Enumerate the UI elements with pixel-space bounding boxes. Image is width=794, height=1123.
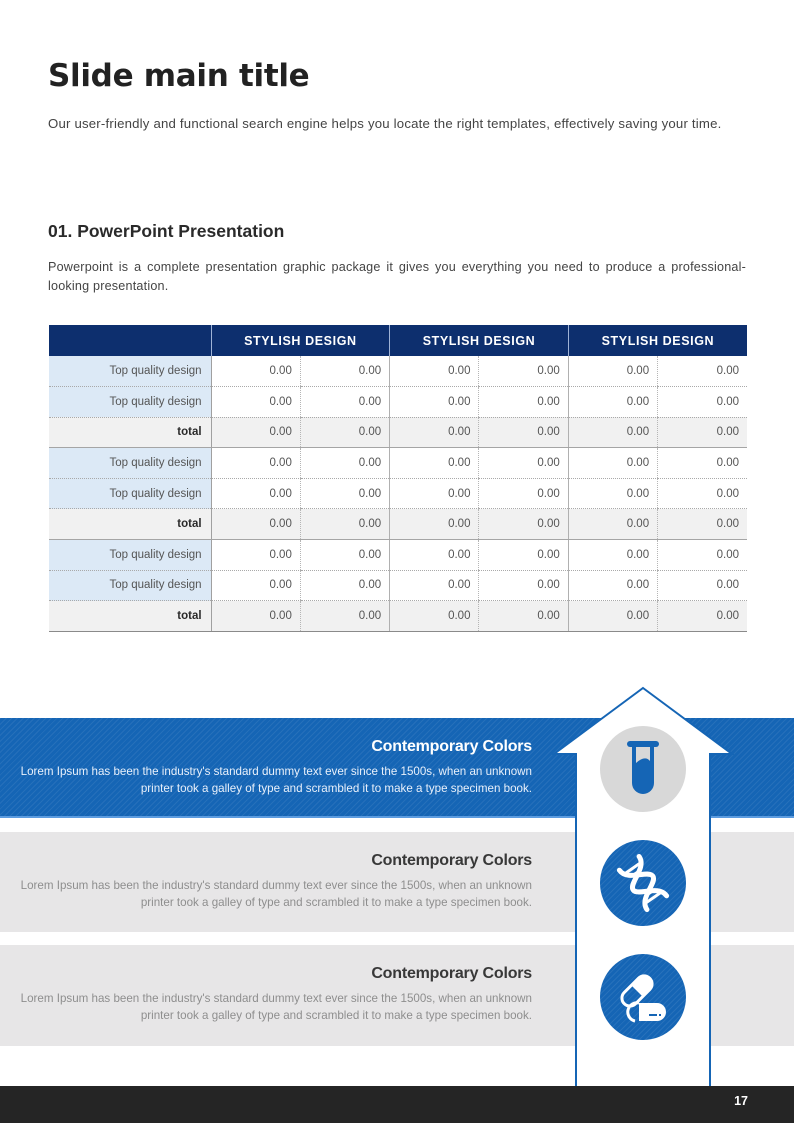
table-cell: 0.00 [390, 540, 479, 571]
table-cell: 0.00 [479, 356, 568, 387]
table-cell: 0.00 [300, 570, 389, 601]
table-total-row [49, 509, 747, 540]
page-title: Slide main title [48, 58, 310, 94]
table-cell: 0.00 [211, 387, 300, 418]
table-cell: 0.00 [211, 601, 300, 632]
row-label: Top quality design [49, 478, 211, 509]
table-header-group-3: STYLISH DESIGN [568, 325, 747, 356]
table-cell: 0.00 [479, 478, 568, 509]
page-subtitle: Our user-friendly and functional search engine helps you locate the right templates, effectively saving your time. [48, 116, 722, 131]
feature-description: Lorem Ipsum has been the industry's standard dummy text ever since the 1500s, when an unknown printer took a galley of type and scrambled it to make a type specimen book. [20, 765, 532, 795]
table-cell: 0.00 [658, 570, 747, 601]
table-row [49, 448, 747, 479]
table-cell: 0.00 [658, 540, 747, 571]
table-cell: 0.00 [658, 509, 747, 540]
row-label: Top quality design [49, 387, 211, 418]
feature-heading: Contemporary Colors [371, 852, 532, 869]
table-cell: 0.00 [211, 509, 300, 540]
table-cell: 0.00 [568, 448, 657, 479]
table-cell: 0.00 [390, 387, 479, 418]
table-cell: 0.00 [390, 601, 479, 632]
table-cell: 0.00 [568, 356, 657, 387]
table-cell: 0.00 [390, 356, 479, 387]
table-cell: 0.00 [390, 448, 479, 479]
row-label: Top quality design [49, 448, 211, 479]
table-cell: 0.00 [390, 509, 479, 540]
table-cell: 0.00 [568, 478, 657, 509]
table-cell: 0.00 [658, 417, 747, 448]
table-cell: 0.00 [658, 478, 747, 509]
table-cell: 0.00 [479, 387, 568, 418]
table-row [49, 356, 747, 387]
table-header-blank [49, 325, 211, 356]
footer-bar [0, 1086, 794, 1123]
table-cell: 0.00 [211, 356, 300, 387]
table-cell: 0.00 [300, 417, 389, 448]
feature-description: Lorem Ipsum has been the industry's standard dummy text ever since the 1500s, when an unknown printer took a galley of type and scrambled it to make a type specimen book. [20, 992, 532, 1022]
pill-capsule-icon [613, 967, 673, 1027]
table-row [49, 478, 747, 509]
table-cell: 0.00 [211, 448, 300, 479]
test-tube-icon [623, 739, 663, 799]
feature-text-2 [12, 852, 532, 911]
table-header-group-2: STYLISH DESIGN [390, 325, 569, 356]
table-cell: 0.00 [479, 509, 568, 540]
table-cell: 0.00 [479, 417, 568, 448]
table-row [49, 540, 747, 571]
data-table [49, 325, 747, 632]
table-cell: 0.00 [300, 356, 389, 387]
feature-description: Lorem Ipsum has been the industry's standard dummy text ever since the 1500s, when an unknown printer took a galley of type and scrambled it to make a type specimen book. [20, 879, 532, 909]
table-cell: 0.00 [568, 540, 657, 571]
table-cell: 0.00 [568, 570, 657, 601]
table-cell: 0.00 [568, 387, 657, 418]
table-header-group-1: STYLISH DESIGN [211, 325, 390, 356]
feature-text-3 [12, 965, 532, 1024]
row-label: total [49, 509, 211, 540]
table-cell: 0.00 [300, 509, 389, 540]
table-cell: 0.00 [211, 478, 300, 509]
table-cell: 0.00 [658, 601, 747, 632]
table-cell: 0.00 [211, 570, 300, 601]
row-label: total [49, 417, 211, 448]
row-label: total [49, 601, 211, 632]
table-cell: 0.00 [479, 540, 568, 571]
section-body: Powerpoint is a complete presentation graphic package it gives you everything you need to produce a professional-looking presentation. [48, 260, 746, 293]
table-row [49, 570, 747, 601]
table-cell: 0.00 [300, 448, 389, 479]
table-cell: 0.00 [568, 601, 657, 632]
table-total-row [49, 417, 747, 448]
table-cell: 0.00 [211, 540, 300, 571]
table-row [49, 387, 747, 418]
table-cell: 0.00 [658, 387, 747, 418]
feature-heading: Contemporary Colors [371, 738, 532, 755]
table-cell: 0.00 [479, 448, 568, 479]
dna-icon [613, 853, 673, 913]
section-title: 01. PowerPoint Presentation [48, 221, 285, 241]
table-cell: 0.00 [300, 478, 389, 509]
icon-circle-1 [600, 726, 686, 812]
table-header-row [49, 325, 747, 356]
feature-heading: Contemporary Colors [371, 965, 532, 982]
row-label: Top quality design [49, 540, 211, 571]
feature-text-1 [12, 738, 532, 797]
table-cell: 0.00 [300, 601, 389, 632]
icon-circle-3 [600, 954, 686, 1040]
table-cell: 0.00 [211, 417, 300, 448]
row-label: Top quality design [49, 356, 211, 387]
table-cell: 0.00 [658, 448, 747, 479]
row-label: Top quality design [49, 570, 211, 601]
table-cell: 0.00 [479, 570, 568, 601]
table-body [49, 356, 747, 631]
page-number: 17 [734, 1094, 748, 1108]
table-cell: 0.00 [658, 356, 747, 387]
table-cell: 0.00 [568, 509, 657, 540]
table-cell: 0.00 [390, 417, 479, 448]
table-cell: 0.00 [479, 601, 568, 632]
table-cell: 0.00 [390, 570, 479, 601]
icon-circle-2 [600, 840, 686, 926]
table-cell: 0.00 [390, 478, 479, 509]
table-total-row [49, 601, 747, 632]
table-cell: 0.00 [300, 540, 389, 571]
table-cell: 0.00 [568, 417, 657, 448]
table-cell: 0.00 [300, 387, 389, 418]
